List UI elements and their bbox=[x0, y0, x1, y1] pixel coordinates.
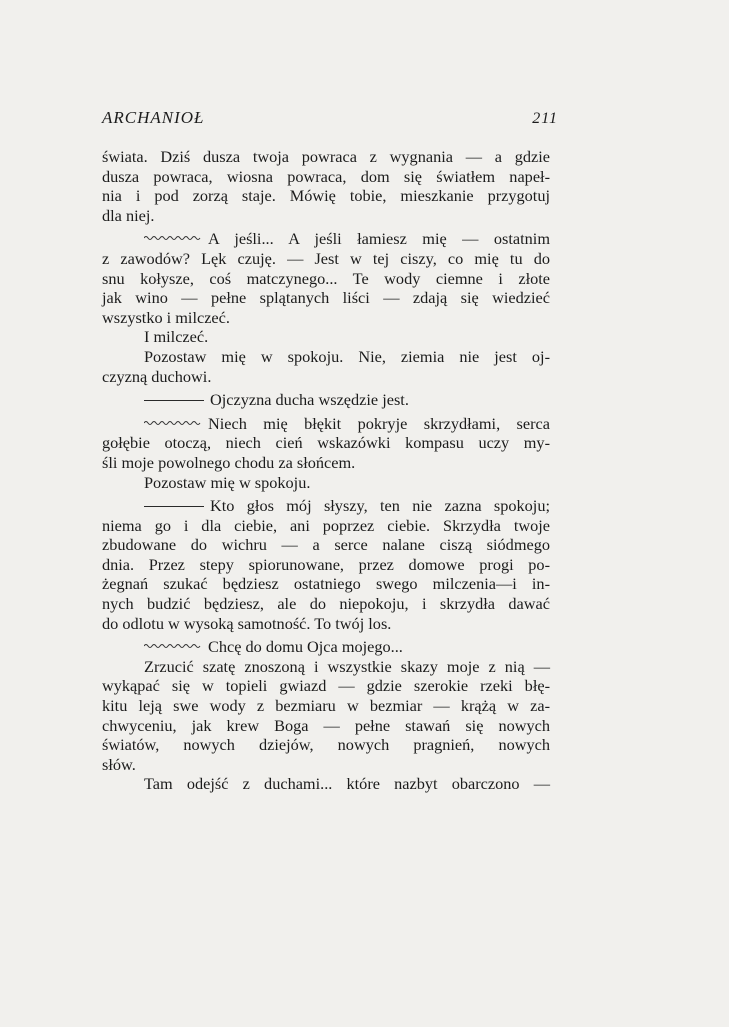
dash-rule bbox=[144, 506, 204, 507]
text-line bbox=[102, 453, 550, 473]
text-line bbox=[102, 347, 550, 367]
line-text: gołębie otoczą, niech cień wskazówki kompasu uczy my- bbox=[102, 433, 550, 453]
line-text: Chcę do domu Ojca mojego... bbox=[208, 637, 403, 657]
line-text: zbudowane do wichru — a serce nalane ciszą siódmego bbox=[102, 535, 550, 555]
text-line bbox=[102, 414, 550, 434]
line-text: słów. bbox=[102, 754, 136, 774]
line-text: dnia. Przez stepy spiorunowane, przez domowe progi po- bbox=[102, 554, 550, 574]
line-text: Niech mię błękit pokryje skrzydłami, serca bbox=[208, 413, 550, 433]
line-text: Pozostaw mię w spokoju. Nie, ziemia nie jest oj- bbox=[144, 346, 550, 366]
line-text: z zawodów? Lęk czuję. — Jest w tej ciszy, co mię tu do bbox=[102, 248, 550, 268]
line-text: Tam odejść z duchami... które nazbyt obarczono — bbox=[144, 774, 550, 794]
line-text: snu kołysze, coś matczynego... Te wody ciemne i złote bbox=[102, 268, 550, 288]
text-line bbox=[102, 755, 550, 775]
line-text: wykąpać się w topieli gwiazd — gdzie szerokie rzeki błę- bbox=[102, 676, 550, 696]
line-text: do odlotu w wysoką samotność. To twój los. bbox=[102, 613, 392, 633]
text-line bbox=[102, 555, 550, 575]
text-line bbox=[102, 574, 550, 594]
page-header bbox=[102, 108, 558, 128]
line-text: Kto głos mój słyszy, ten nie zazna spokoju; bbox=[210, 496, 550, 516]
line-text: światów, nowych dziejów, nowych pragnień, nowych bbox=[102, 735, 550, 755]
line-text: A jeśli... A jeśli łamiesz mię — ostatnim bbox=[208, 229, 550, 249]
text-line bbox=[102, 496, 550, 516]
page-body-text bbox=[102, 147, 550, 794]
running-title: ARCHANIOŁ bbox=[102, 108, 205, 127]
text-line bbox=[102, 229, 550, 249]
text-line bbox=[102, 167, 550, 187]
text-line bbox=[102, 696, 550, 716]
text-line bbox=[102, 614, 550, 634]
dash-rule bbox=[144, 400, 204, 401]
text-line bbox=[102, 774, 550, 794]
text-line bbox=[102, 249, 550, 269]
text-line bbox=[102, 147, 550, 167]
line-text: kitu leją swe wody z bezmiaru w bezmiar — krążą w za- bbox=[102, 696, 550, 716]
text-line bbox=[102, 269, 550, 289]
line-text: Ojczyzna ducha wszędzie jest. bbox=[210, 390, 409, 410]
line-text: chwyceniu, jak krew Boga — pełne stawań się nowych bbox=[102, 715, 550, 735]
text-line bbox=[102, 206, 550, 226]
text-line bbox=[102, 535, 550, 555]
wavy-rule-ornament bbox=[144, 235, 202, 241]
line-text: nia i pod zorzą staje. Mówię tobie, mieszkanie przygotuj bbox=[102, 186, 550, 206]
text-line bbox=[102, 327, 550, 347]
line-text: niema go i dla ciebie, ani poprzez ciebie. Skrzydła twoje bbox=[102, 515, 550, 535]
text-line bbox=[102, 288, 550, 308]
text-line bbox=[102, 735, 550, 755]
text-line bbox=[102, 657, 550, 677]
line-text: Zrzucić szatę znoszoną i wszystkie skazy moje z nią — bbox=[144, 656, 550, 676]
text-line bbox=[102, 390, 550, 410]
line-text: żegnań szukać będziesz ostatniego swego milczenia—i in- bbox=[102, 574, 550, 594]
text-line bbox=[102, 676, 550, 696]
line-text: jak wino — pełne splątanych liści — zdają się wiedzieć bbox=[102, 288, 550, 308]
line-text: nych budzić będziesz, ale do niepokoju, i skrzydła dawać bbox=[102, 594, 550, 614]
text-line bbox=[102, 473, 550, 493]
line-text: czyzną duchowi. bbox=[102, 366, 212, 386]
text-line bbox=[102, 308, 550, 328]
text-line bbox=[102, 516, 550, 536]
text-line bbox=[102, 716, 550, 736]
line-text: I milczeć. bbox=[144, 327, 209, 347]
line-text: Pozostaw mię w spokoju. bbox=[144, 472, 311, 492]
text-line bbox=[102, 594, 550, 614]
line-text: wszystko i milczeć. bbox=[102, 307, 230, 327]
text-line bbox=[102, 637, 550, 657]
line-text: dla niej. bbox=[102, 205, 155, 225]
wavy-rule-ornament bbox=[144, 420, 202, 426]
text-line bbox=[102, 433, 550, 453]
text-line bbox=[102, 367, 550, 387]
page-number: 211 bbox=[532, 110, 558, 127]
text-line bbox=[102, 186, 550, 206]
line-text: śli moje powolnego chodu za słońcem. bbox=[102, 452, 356, 472]
wavy-rule-ornament bbox=[144, 643, 202, 649]
line-text: dusza powraca, wiosna powraca, dom się światłem napeł- bbox=[102, 166, 550, 186]
line-text: świata. Dziś dusza twoja powraca z wygnania — a gdzie bbox=[102, 147, 550, 166]
